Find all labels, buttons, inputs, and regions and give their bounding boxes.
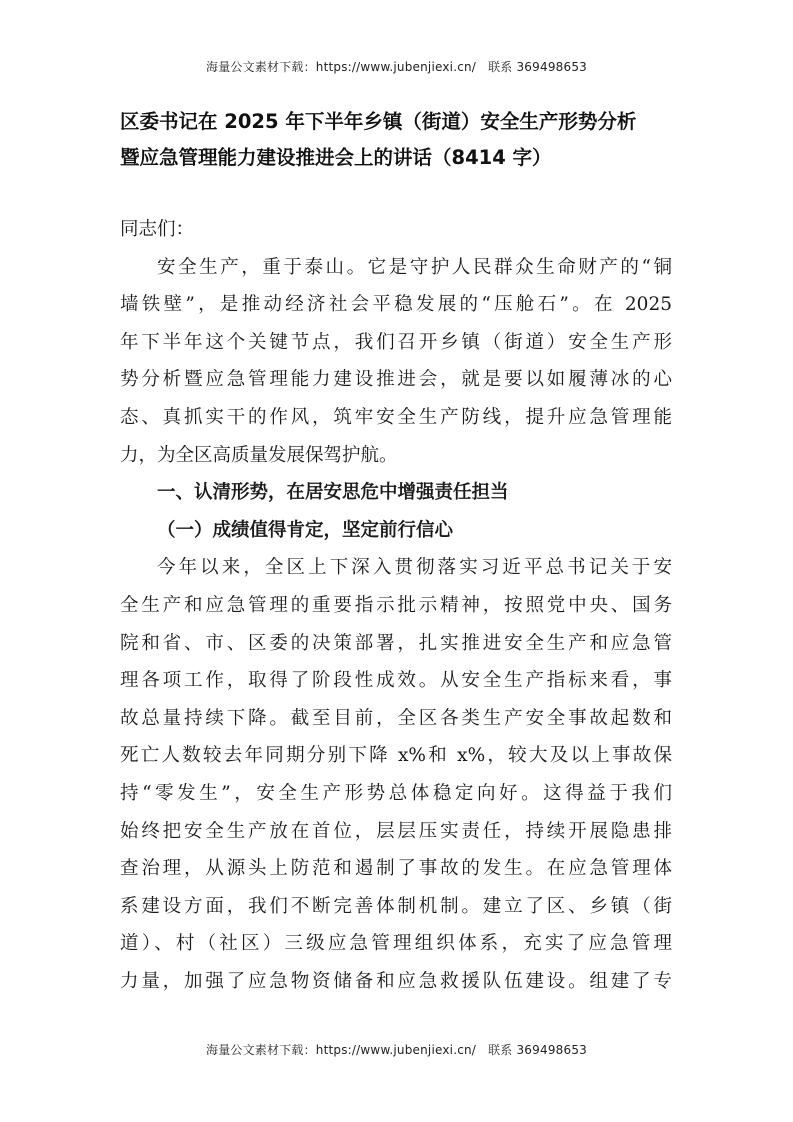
intro-paragraph xyxy=(120,249,672,287)
text-line: 态、真抓实干的作风，筑牢安全生产防线，提升应急管理能 xyxy=(120,406,672,428)
footer-contact-text: 联系 369498653 xyxy=(488,1043,587,1057)
text-line: 查治理，从源头上防范和遏制了事故的发生。在应急管理体 xyxy=(120,858,672,880)
text-line: 势分析暨应急管理能力建设推进会，就是要以如履薄冰的心 xyxy=(120,369,672,391)
salutation: 同志们： xyxy=(120,219,195,240)
page-header xyxy=(0,58,793,75)
text-line: 持“零发生”，安全生产形势总体稳定向好。这得益于我们 xyxy=(120,782,672,804)
text-line: 全生产和应急管理的重要指示批示精神，按照党中央、国务 xyxy=(120,594,672,616)
text-line: 今年以来，全区上下深入贯彻落实习近平总书记关于安 xyxy=(157,557,672,579)
text-line: 理各项工作，取得了阶段性成效。从安全生产指标来看，事 xyxy=(120,670,672,692)
section-heading: 一、认清形势，在居安思危中增强责任担当 xyxy=(157,482,509,504)
text-line: 道）、村（社区）三级应急管理组织体系，充实了应急管理 xyxy=(120,933,672,955)
page-footer xyxy=(0,1041,793,1058)
text-line: 院和省、市、区委的决策部署，扎实推进安全生产和应急管 xyxy=(120,632,672,654)
intro-paragraph-cont xyxy=(120,286,672,474)
document-body xyxy=(120,211,672,1000)
header-site-text: 海量公文素材下载：https://www.jubenjiexi.cn/ xyxy=(206,60,477,74)
subsection-heading: （一）成绩值得肯定，坚定前行信心 xyxy=(157,519,454,541)
body-paragraph-cont xyxy=(120,587,672,1001)
header-contact-text: 联系 369498653 xyxy=(488,60,587,74)
document-title xyxy=(120,104,690,176)
text-line: 系建设方面，我们不断完善体制机制。建立了区、乡镇（街 xyxy=(120,895,672,917)
body-paragraph xyxy=(120,549,672,587)
text-line: 安全生产，重于泰山。它是守护人民群众生命财产的“铜 xyxy=(157,256,672,278)
text-line: 力量，加强了应急物资储备和应急救援队伍建设。组建了专 xyxy=(120,970,672,992)
text-line: 死亡人数较去年同期分别下降 x%和 x%，较大及以上事故保 xyxy=(120,745,672,767)
title-line: 区委书记在 2025 年下半年乡镇（街道）安全生产形势分析 xyxy=(120,110,637,133)
footer-site-text: 海量公文素材下载：https://www.jubenjiexi.cn/ xyxy=(206,1043,477,1057)
title-line: 暨应急管理能力建设推进会上的讲话（8414 字） xyxy=(120,146,552,169)
text-line: 墙铁壁”，是推动经济社会平稳发展的“压舱石”。在 2025 xyxy=(120,294,672,316)
text-line: 故总量持续下降。截至目前，全区各类生产安全事故起数和 xyxy=(120,707,672,729)
text-line: 力，为全区高质量发展保驾护航。 xyxy=(120,444,398,466)
text-line: 年下半年这个关键节点，我们召开乡镇（街道）安全生产形 xyxy=(120,331,672,353)
text-line: 始终把安全生产放在首位，层层压实责任，持续开展隐患排 xyxy=(120,820,672,842)
